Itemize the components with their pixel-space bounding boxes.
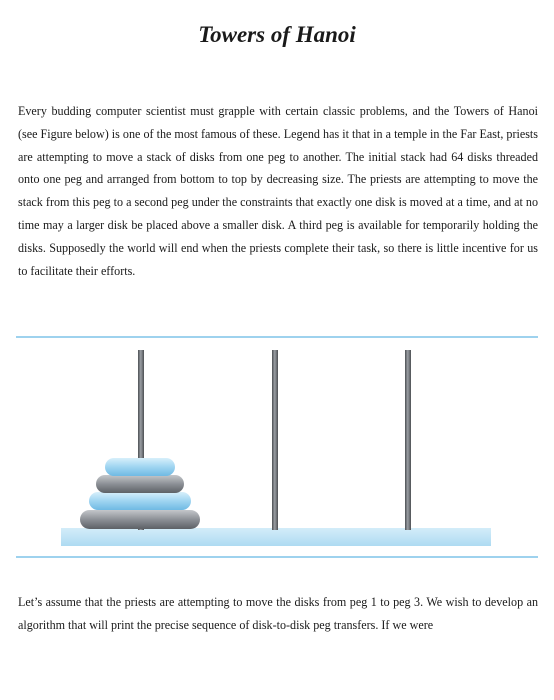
towers-of-hanoi-figure — [16, 336, 538, 558]
disk-3 — [89, 492, 191, 510]
disk-2 — [96, 475, 184, 493]
disk-1 — [105, 458, 175, 476]
intro-paragraph: Every budding computer scientist must grapple with certain classic problems, and the Towers of Hanoi (see Figure below) is one of the most famous of these. Legend has it that in a temple in the Far East, priests are attempting to move a stack of disks from one peg to another. The initial stack had 64 disks threaded onto one peg and arranged from bottom to top by decreasing size. The priests are attempting to move the stack from this peg to a second peg under the constraints that exactly one disk is moved at a time, and at no time may a larger disk be placed above a smaller disk. A third peg is available for temporarily holding the disks. Supposedly the world will end when the priests complete their task, so there is little incentive for us to facilitate their efforts. — [18, 104, 538, 278]
disk-4 — [80, 510, 200, 529]
tower-base — [61, 528, 491, 546]
followup-paragraph: Let’s assume that the priests are attempting to move the disks from peg 1 to peg 3. We wish to develop an algorithm that will print the precise sequence of disk-to-disk peg transfers. If we were — [18, 595, 538, 632]
peg-3 — [405, 350, 411, 530]
towers-illustration — [16, 336, 538, 558]
page-title: Towers of Hanoi — [198, 22, 356, 47]
peg-2 — [272, 350, 278, 530]
